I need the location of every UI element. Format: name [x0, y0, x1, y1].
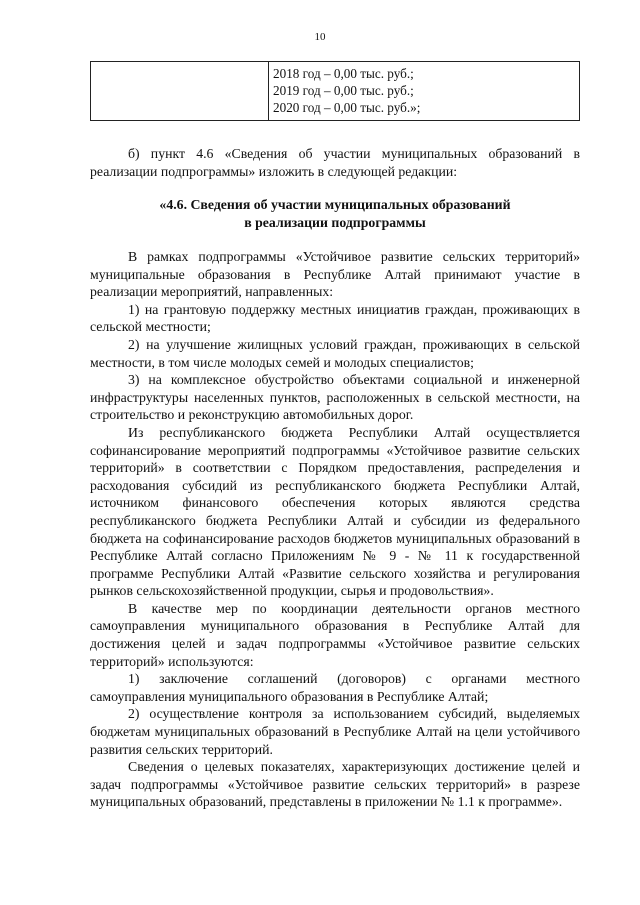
- paragraph-coord-item-1: 1) заключение соглашений (договоров) с органами местного самоуправления муниципального образования в Республике Алтай;: [90, 671, 580, 704]
- paragraph-coordination: В качестве мер по координации деятельности органов местного самоуправления муниципального образования в Республике Алтай для достижения целей и задач подпрограммы «Устойчивое развитие сельских территорий» используются:: [90, 600, 580, 669]
- funding-line-2019: 2019 год – 0,00 тыс. руб.;: [273, 83, 414, 98]
- table-cell-funding: [269, 62, 580, 121]
- table-row: [91, 62, 580, 121]
- paragraph-item-2: 2) на улучшение жилищных условий граждан, проживающих в сельской местности, в том числе молодых семей и молодых специалистов;: [90, 336, 580, 370]
- paragraph-cofinancing: Из республиканского бюджета Республики Алтай осуществляется софинансирование мероприятий подпрограммы «Устойчивое развитие сельских территорий» в соответствии с Порядком предоставления, распределения и расходования субсидий из республиканского бюджета Республики Алтай, источником финансового обеспечения которых являются средства республиканского бюджета Республики Алтай и субсидии из федерального бюджета на софинансирование расходов бюджетов муниципальных образований в Республике Алтай согласно Приложениям № 9 - № 11 к государственной программе Республики Алтай «Развитие сельского хозяйства и регулирования рынков сельскохозяйственной продукции, сырья и продовольствия».: [90, 424, 580, 599]
- page-number: 10: [314, 31, 326, 43]
- paragraph-indicators: Сведения о целевых показателях, характеризующих достижение целей и задач подпрограммы «Устойчивое развитие сельских территорий» в разрезе муниципальных образований, представлены в приложении № 1.1 к программе».: [90, 759, 580, 810]
- section-heading-line2: в реализации подпрограммы: [244, 214, 426, 230]
- intro-block: [90, 145, 580, 180]
- intro-paragraph: б) пункт 4.6 «Сведения об участии муниципальных образований в реализации подпрограммы» изложить в следующей редакции:: [90, 146, 580, 179]
- paragraph-item-1: 1) на грантовую поддержку местных инициатив граждан, проживающих в сельской местности;: [90, 301, 580, 335]
- section-body: [90, 248, 580, 811]
- paragraph-intro-measures: В рамках подпрограммы «Устойчивое развитие сельских территорий» муниципальные образования в Республике Алтай принимают участие в реализации мероприятий, направленных:: [90, 249, 580, 300]
- paragraph-item-3: 3) на комплексное обустройство объектами социальной и инженерной инфраструктуры населенных пунктов, расположенных в сельской местности, на строительство и реконструкцию автомобильных дорог.: [90, 372, 580, 423]
- section-heading-line1: «4.6. Сведения об участии муниципальных образований: [159, 197, 511, 212]
- paragraph-coord-item-2: 2) осуществление контроля за использованием субсидий, выделяемых бюджетам муниципальных образований в Республике Алтай на цели устойчивого развития сельских территорий.: [90, 706, 580, 757]
- table-cell-empty: [91, 62, 269, 121]
- funding-table-fragment: [90, 61, 580, 121]
- section-heading: [90, 196, 580, 231]
- funding-line-2020: 2020 год – 0,00 тыс. руб.»;: [273, 100, 421, 115]
- funding-line-2018: 2018 год – 0,00 тыс. руб.;: [273, 66, 414, 81]
